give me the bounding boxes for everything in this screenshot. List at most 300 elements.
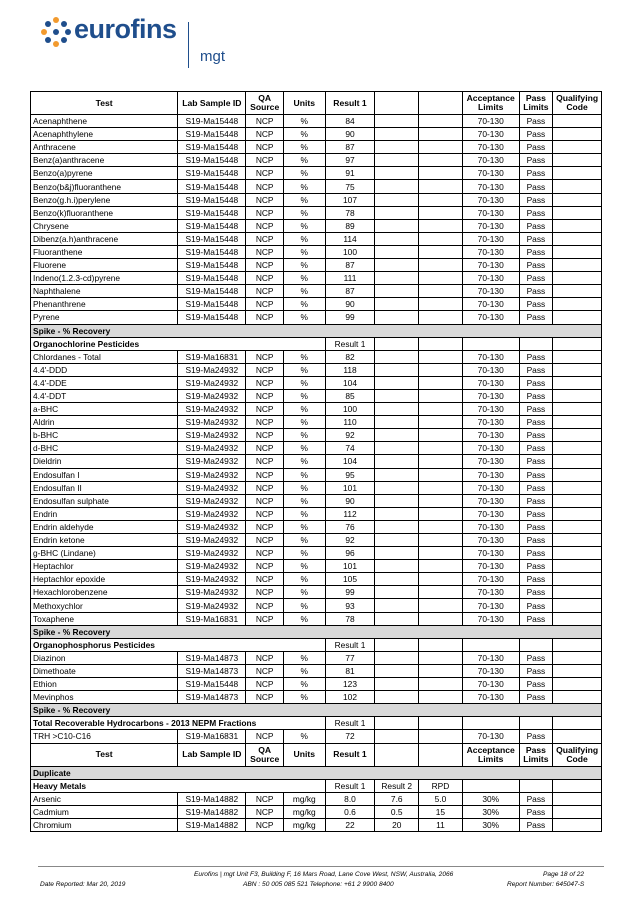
table-cell: 111 xyxy=(325,272,375,285)
table-cell: % xyxy=(283,298,325,311)
section-title-row xyxy=(31,766,602,779)
table-cell: 11 xyxy=(419,818,463,831)
table-cell: S19-Ma24932 xyxy=(178,534,246,547)
table-cell: Pass xyxy=(519,350,553,363)
table-cell: 70-130 xyxy=(462,507,519,520)
table-cell: 70-130 xyxy=(462,219,519,232)
table-cell: mg/kg xyxy=(283,818,325,831)
table-cell: Pass xyxy=(519,272,553,285)
table-cell xyxy=(375,612,419,625)
section-title: Spike - % Recovery xyxy=(31,625,602,638)
table-cell: Pass xyxy=(519,219,553,232)
table-cell xyxy=(419,520,463,533)
table-cell: % xyxy=(283,416,325,429)
table-cell: % xyxy=(283,730,325,743)
table-cell: 70-130 xyxy=(462,494,519,507)
table-cell: S19-Ma24932 xyxy=(178,507,246,520)
table-cell: Endrin xyxy=(31,507,178,520)
table-cell: NCP xyxy=(246,534,284,547)
table-cell: NCP xyxy=(246,285,284,298)
table-cell: 70-130 xyxy=(462,128,519,141)
table-cell xyxy=(375,128,419,141)
table-cell xyxy=(419,534,463,547)
column-header: Lab Sample ID xyxy=(178,92,246,115)
table-cell xyxy=(375,599,419,612)
eurofins-dots-icon xyxy=(40,16,72,48)
table-cell: 70-130 xyxy=(462,678,519,691)
table-cell: 87 xyxy=(325,141,375,154)
table-cell xyxy=(419,429,463,442)
table-row xyxy=(31,245,602,258)
table-cell xyxy=(553,206,602,219)
table-cell: % xyxy=(283,154,325,167)
table-cell xyxy=(553,805,602,818)
column-header: Test xyxy=(31,743,178,766)
table-cell: Pass xyxy=(519,560,553,573)
table-cell: NCP xyxy=(246,128,284,141)
eurofins-logo xyxy=(40,12,260,72)
table-cell: NCP xyxy=(246,389,284,402)
table-cell: 22 xyxy=(325,818,375,831)
table-cell: Pass xyxy=(519,232,553,245)
table-cell: S19-Ma14873 xyxy=(178,691,246,704)
table-cell xyxy=(419,651,463,664)
table-cell: % xyxy=(283,651,325,664)
table-cell: 70-130 xyxy=(462,481,519,494)
footer-abn: ABN : 50 005 085 521 Telephone: +61 2 9900 8400 xyxy=(243,881,394,888)
empty-cell xyxy=(375,638,419,651)
table-cell: Pass xyxy=(519,311,553,324)
table-row xyxy=(31,193,602,206)
table-row xyxy=(31,664,602,677)
table-cell: 4.4'-DDT xyxy=(31,389,178,402)
table-cell: Endosulfan II xyxy=(31,481,178,494)
table-cell: NCP xyxy=(246,167,284,180)
table-cell: 85 xyxy=(325,389,375,402)
table-cell: NCP xyxy=(246,599,284,612)
column-header: QA Source xyxy=(246,743,284,766)
table-cell: % xyxy=(283,285,325,298)
table-cell: NCP xyxy=(246,180,284,193)
table-cell xyxy=(553,193,602,206)
table-cell: 75 xyxy=(325,180,375,193)
table-cell: % xyxy=(283,612,325,625)
table-cell: S19-Ma16831 xyxy=(178,350,246,363)
table-cell: 4.4'-DDE xyxy=(31,376,178,389)
table-cell: 89 xyxy=(325,219,375,232)
table-cell: 70-130 xyxy=(462,245,519,258)
table-cell: Indeno(1.2.3-cd)pyrene xyxy=(31,272,178,285)
table-cell xyxy=(553,298,602,311)
table-cell: 70-130 xyxy=(462,573,519,586)
table-cell: 0.6 xyxy=(325,805,375,818)
table-cell: % xyxy=(283,678,325,691)
table-cell: Endrin aldehyde xyxy=(31,520,178,533)
table-cell xyxy=(375,363,419,376)
empty-cell xyxy=(375,337,419,350)
table-cell: 123 xyxy=(325,678,375,691)
footer-report: Report Number: 645047-S xyxy=(507,881,585,888)
table-cell: 87 xyxy=(325,259,375,272)
table-cell: S19-Ma24932 xyxy=(178,560,246,573)
table-cell: 70-130 xyxy=(462,520,519,533)
table-cell: S19-Ma14882 xyxy=(178,792,246,805)
table-cell: Mevinphos xyxy=(31,691,178,704)
table-cell: 70-130 xyxy=(462,468,519,481)
table-cell: Hexachlorobenzene xyxy=(31,586,178,599)
table-cell xyxy=(553,730,602,743)
table-row xyxy=(31,560,602,573)
table-cell: NCP xyxy=(246,206,284,219)
table-cell: 70-130 xyxy=(462,612,519,625)
empty-cell xyxy=(519,717,553,730)
table-cell xyxy=(553,586,602,599)
table-cell: NCP xyxy=(246,363,284,376)
column-header: Units xyxy=(283,743,325,766)
table-row xyxy=(31,494,602,507)
table-cell: % xyxy=(283,442,325,455)
footer-date: Date Reported: Mar 20, 2019 xyxy=(40,881,126,888)
table-cell: NCP xyxy=(246,481,284,494)
table-cell: 15 xyxy=(419,805,463,818)
table-cell xyxy=(375,403,419,416)
table-cell: S19-Ma24932 xyxy=(178,494,246,507)
table-cell: 70-130 xyxy=(462,691,519,704)
table-cell xyxy=(419,507,463,520)
table-cell xyxy=(553,311,602,324)
table-cell: Chrysene xyxy=(31,219,178,232)
table-cell: NCP xyxy=(246,376,284,389)
table-cell: % xyxy=(283,507,325,520)
table-cell xyxy=(375,206,419,219)
table-cell: S19-Ma15448 xyxy=(178,193,246,206)
section-title: Spike - % Recovery xyxy=(31,704,602,717)
table-cell xyxy=(375,416,419,429)
table-cell: Pass xyxy=(519,691,553,704)
table-cell: S19-Ma24932 xyxy=(178,389,246,402)
table-cell: % xyxy=(283,272,325,285)
table-cell: Pass xyxy=(519,612,553,625)
table-cell: Pass xyxy=(519,792,553,805)
table-row xyxy=(31,311,602,324)
group-title: Heavy Metals xyxy=(31,779,326,792)
table-cell: Pass xyxy=(519,818,553,831)
table-cell: % xyxy=(283,573,325,586)
table-cell: g-BHC (Lindane) xyxy=(31,547,178,560)
table-cell: Pass xyxy=(519,651,553,664)
table-cell: Pass xyxy=(519,285,553,298)
table-cell: S19-Ma24932 xyxy=(178,442,246,455)
empty-cell xyxy=(519,779,553,792)
table-row xyxy=(31,403,602,416)
table-cell: Pass xyxy=(519,141,553,154)
table-cell: Pass xyxy=(519,455,553,468)
column-header xyxy=(375,743,419,766)
table-cell: Pass xyxy=(519,167,553,180)
table-cell: 92 xyxy=(325,429,375,442)
table-cell xyxy=(419,285,463,298)
table-cell xyxy=(419,219,463,232)
table-cell: Pass xyxy=(519,389,553,402)
empty-cell xyxy=(462,638,519,651)
table-row xyxy=(31,455,602,468)
column-header: Qualifying Code xyxy=(553,743,602,766)
table-cell: S19-Ma15448 xyxy=(178,245,246,258)
table-cell: Fluorene xyxy=(31,259,178,272)
table-cell xyxy=(375,520,419,533)
table-cell: % xyxy=(283,468,325,481)
table-cell: S19-Ma24932 xyxy=(178,586,246,599)
table-cell: 70-130 xyxy=(462,455,519,468)
table-cell: NCP xyxy=(246,416,284,429)
table-cell: 4.4'-DDD xyxy=(31,363,178,376)
table-cell: 70-130 xyxy=(462,599,519,612)
table-cell: Dieldrin xyxy=(31,455,178,468)
table-cell xyxy=(375,678,419,691)
table-cell xyxy=(375,442,419,455)
result-1-label: Result 1 xyxy=(325,779,375,792)
table-cell xyxy=(375,560,419,573)
table-row xyxy=(31,818,602,831)
table-cell xyxy=(553,363,602,376)
table-cell: 70-130 xyxy=(462,429,519,442)
table-cell: Pass xyxy=(519,180,553,193)
table-cell xyxy=(553,792,602,805)
table-cell: 99 xyxy=(325,311,375,324)
table-cell xyxy=(553,664,602,677)
table-cell: % xyxy=(283,599,325,612)
table-row xyxy=(31,599,602,612)
table-row xyxy=(31,285,602,298)
column-header: Lab Sample ID xyxy=(178,743,246,766)
table-cell: S19-Ma24932 xyxy=(178,376,246,389)
section-title: Spike - % Recovery xyxy=(31,324,602,337)
table-cell xyxy=(553,573,602,586)
table-cell: Pass xyxy=(519,115,553,128)
table-cell: % xyxy=(283,363,325,376)
table-cell xyxy=(375,311,419,324)
table-cell xyxy=(419,730,463,743)
table-cell xyxy=(375,272,419,285)
column-header: Qualifying Code xyxy=(553,92,602,115)
table-cell xyxy=(419,599,463,612)
table-cell: NCP xyxy=(246,193,284,206)
table-cell: S19-Ma24932 xyxy=(178,547,246,560)
table-cell: % xyxy=(283,206,325,219)
table-cell: NCP xyxy=(246,573,284,586)
table-row xyxy=(31,805,602,818)
table-cell: Pass xyxy=(519,429,553,442)
table-cell: Pass xyxy=(519,193,553,206)
group-title: Organochlorine Pesticides xyxy=(31,337,326,350)
table-cell: Chlordanes - Total xyxy=(31,350,178,363)
table-cell: NCP xyxy=(246,612,284,625)
table-cell: 70-130 xyxy=(462,363,519,376)
table-cell: % xyxy=(283,219,325,232)
table-cell xyxy=(553,115,602,128)
table-row xyxy=(31,141,602,154)
table-cell: 70-130 xyxy=(462,115,519,128)
table-row xyxy=(31,206,602,219)
table-cell xyxy=(419,232,463,245)
table-cell: 77 xyxy=(325,651,375,664)
table-cell: 101 xyxy=(325,560,375,573)
table-cell: 101 xyxy=(325,481,375,494)
table-cell xyxy=(375,534,419,547)
table-cell xyxy=(553,507,602,520)
column-header: Acceptance Limits xyxy=(462,92,519,115)
table-cell xyxy=(375,298,419,311)
table-cell: Pass xyxy=(519,664,553,677)
table-cell xyxy=(419,311,463,324)
table-cell: 70-130 xyxy=(462,376,519,389)
table-cell: S19-Ma24932 xyxy=(178,573,246,586)
result-1-label: Result 1 xyxy=(325,638,375,651)
table-cell: Pass xyxy=(519,376,553,389)
table-cell: Benzo(a)pyrene xyxy=(31,167,178,180)
table-cell xyxy=(375,468,419,481)
table-row xyxy=(31,272,602,285)
table-cell xyxy=(553,285,602,298)
table-cell: NCP xyxy=(246,298,284,311)
table-cell: % xyxy=(283,141,325,154)
table-cell xyxy=(419,389,463,402)
table-cell xyxy=(553,416,602,429)
column-header: QA Source xyxy=(246,92,284,115)
table-cell xyxy=(419,245,463,258)
table-cell: Pass xyxy=(519,259,553,272)
section-title-row xyxy=(31,324,602,337)
table-row xyxy=(31,232,602,245)
table-row xyxy=(31,678,602,691)
table-cell: S19-Ma24932 xyxy=(178,481,246,494)
table-cell: 90 xyxy=(325,494,375,507)
table-cell: % xyxy=(283,547,325,560)
table-cell: Benzo(g.h.i)perylene xyxy=(31,193,178,206)
table-cell: Pass xyxy=(519,154,553,167)
table-cell: NCP xyxy=(246,507,284,520)
table-cell: NCP xyxy=(246,232,284,245)
table-cell xyxy=(375,481,419,494)
table-cell xyxy=(419,363,463,376)
table-cell: Pass xyxy=(519,678,553,691)
table-cell xyxy=(375,494,419,507)
table-cell: S19-Ma15448 xyxy=(178,141,246,154)
group-row xyxy=(31,779,602,792)
table-cell xyxy=(419,115,463,128)
table-cell: % xyxy=(283,311,325,324)
table-cell: % xyxy=(283,245,325,258)
table-cell: 118 xyxy=(325,363,375,376)
table-cell xyxy=(553,128,602,141)
table-cell: NCP xyxy=(246,219,284,232)
table-cell: 8.0 xyxy=(325,792,375,805)
table-cell: 74 xyxy=(325,442,375,455)
table-cell: a-BHC xyxy=(31,403,178,416)
table-cell: 70-130 xyxy=(462,232,519,245)
table-cell xyxy=(553,599,602,612)
table-cell: NCP xyxy=(246,792,284,805)
table-cell: Pass xyxy=(519,206,553,219)
table-cell xyxy=(553,455,602,468)
table-row xyxy=(31,389,602,402)
table-cell: Endrin ketone xyxy=(31,534,178,547)
table-cell: % xyxy=(283,481,325,494)
table-cell: 95 xyxy=(325,468,375,481)
table-row xyxy=(31,259,602,272)
table-cell: NCP xyxy=(246,259,284,272)
result-1-label: Result 1 xyxy=(325,337,375,350)
table-cell: 70-130 xyxy=(462,730,519,743)
table-cell: 70-130 xyxy=(462,560,519,573)
table-cell: 30% xyxy=(462,805,519,818)
table-cell: 70-130 xyxy=(462,167,519,180)
table-cell xyxy=(553,389,602,402)
table-cell xyxy=(553,403,602,416)
column-header: Result 1 xyxy=(325,743,375,766)
table-cell: S19-Ma14882 xyxy=(178,818,246,831)
table-cell: Pass xyxy=(519,298,553,311)
empty-cell xyxy=(419,337,463,350)
table-cell: S19-Ma15448 xyxy=(178,154,246,167)
table-cell: 70-130 xyxy=(462,259,519,272)
table-cell: Pass xyxy=(519,128,553,141)
table-cell: 70-130 xyxy=(462,206,519,219)
table-cell: NCP xyxy=(246,730,284,743)
table-cell: S19-Ma24932 xyxy=(178,403,246,416)
table-cell xyxy=(553,494,602,507)
table-cell: NCP xyxy=(246,691,284,704)
table-cell xyxy=(553,259,602,272)
table-cell: 104 xyxy=(325,455,375,468)
table-cell: Pass xyxy=(519,468,553,481)
table-cell: NCP xyxy=(246,455,284,468)
table-cell: Arsenic xyxy=(31,792,178,805)
table-cell: 70-130 xyxy=(462,651,519,664)
table-cell: TRH >C10-C16 xyxy=(31,730,178,743)
table-cell: % xyxy=(283,167,325,180)
table-row xyxy=(31,350,602,363)
table-cell xyxy=(553,350,602,363)
table-cell xyxy=(375,350,419,363)
result-1-label: Result 1 xyxy=(325,717,375,730)
table-cell: Pass xyxy=(519,520,553,533)
table-cell: Pass xyxy=(519,403,553,416)
table-cell: Pass xyxy=(519,494,553,507)
table-cell: 70-130 xyxy=(462,389,519,402)
table-cell: NCP xyxy=(246,586,284,599)
table-cell: Benzo(k)fluoranthene xyxy=(31,206,178,219)
table-cell: Diazinon xyxy=(31,651,178,664)
table-cell: % xyxy=(283,455,325,468)
table-cell: % xyxy=(283,586,325,599)
table-row xyxy=(31,730,602,743)
table-cell: Dibenz(a.h)anthracene xyxy=(31,232,178,245)
table-cell xyxy=(375,219,419,232)
table-cell: S19-Ma14882 xyxy=(178,805,246,818)
table-cell xyxy=(419,128,463,141)
table-cell xyxy=(375,730,419,743)
table-cell xyxy=(419,468,463,481)
table-cell: S19-Ma15448 xyxy=(178,206,246,219)
table-cell: NCP xyxy=(246,442,284,455)
table-cell: 0.5 xyxy=(375,805,419,818)
group-title: Organophosphorus Pesticides xyxy=(31,638,326,651)
table-row xyxy=(31,180,602,193)
table-cell: 70-130 xyxy=(462,272,519,285)
table-cell: Ethion xyxy=(31,678,178,691)
table-cell: 70-130 xyxy=(462,193,519,206)
